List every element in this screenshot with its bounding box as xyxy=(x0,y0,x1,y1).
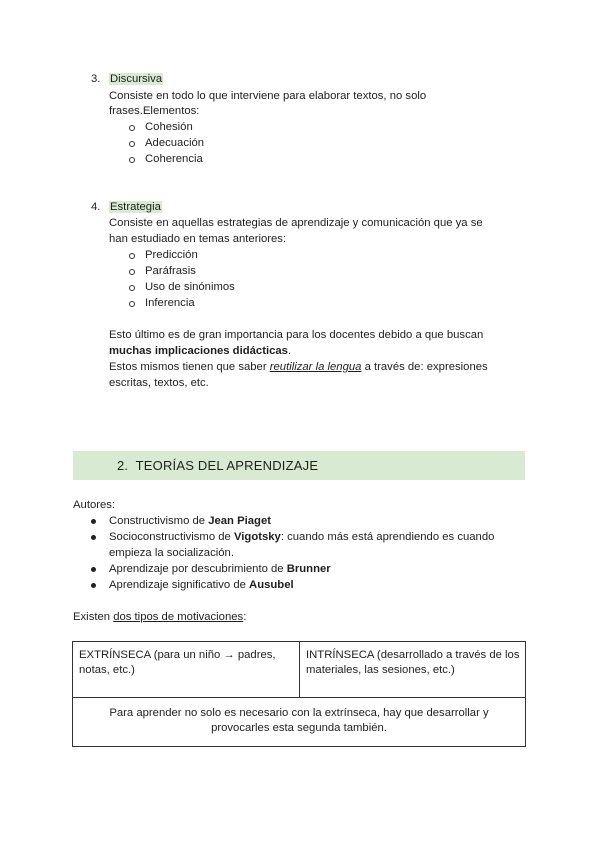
section3-title: Discursiva xyxy=(110,73,163,85)
section4-title: Estrategia xyxy=(110,201,161,213)
section3-desc-line2: frases.Elementos: xyxy=(109,105,200,117)
bullet-dot-icon xyxy=(91,567,96,572)
author-item: Aprendizaje significativo de Ausubel xyxy=(109,579,294,591)
section4-item: Inferencia xyxy=(145,297,195,309)
bullet-circle-icon xyxy=(129,285,135,291)
section4-note2-line1: Estos mismos tienen que saber reutilizar la lengua a través de: expresiones xyxy=(109,361,488,373)
section-heading-title: 2. TEORÍAS DEL APRENDIZAJE xyxy=(117,458,319,473)
bullet-circle-icon xyxy=(129,301,135,307)
bullet-dot-icon xyxy=(91,519,96,524)
conclusion-cell: Para aprender no solo es necesario con la extrínseca, hay que desarrollar y provocarles esta segunda también. xyxy=(73,698,526,747)
author-item: Aprendizaje por descubrimiento de Brunner xyxy=(109,563,331,575)
section3-desc-line1: Consiste en todo lo que interviene para elaborar textos, no solo xyxy=(109,90,427,102)
section3-number: 3. xyxy=(91,73,101,85)
section4-number: 4. xyxy=(91,201,101,213)
intrinseca-cell: INTRÍNSECA (desarrollado a través de los materiales, las sesiones, etc.) xyxy=(300,642,526,698)
section4-desc-line2: han estudiado en temas anteriores: xyxy=(109,233,287,245)
bullet-circle-icon xyxy=(129,125,135,131)
extrinseca-cell: EXTRÍNSECA (para un niño → padres, notas, etc.) xyxy=(73,642,300,698)
bullet-circle-icon xyxy=(129,157,135,163)
bullet-circle-icon xyxy=(129,141,135,147)
section4-note-line1: Esto último es de gran importancia para los docentes debido a que buscan xyxy=(109,329,484,341)
bullet-dot-icon xyxy=(91,535,96,540)
bullet-circle-icon xyxy=(129,269,135,275)
section4-note2-line2: escritas, textos, etc. xyxy=(109,377,209,389)
section4-item: Predicción xyxy=(145,249,198,261)
section3-item: Coherencia xyxy=(145,153,203,165)
section4-desc-line1: Consiste en aquellas estrategias de aprendizaje y comunicación que ya se xyxy=(109,217,483,229)
section4-note-line2: muchas implicaciones didácticas. xyxy=(109,345,292,357)
section4-item: Uso de sinónimos xyxy=(145,281,235,293)
author-item: Socioconstructivismo de Vigotsky: cuando más está aprendiendo es cuando xyxy=(109,531,495,543)
motivations-table xyxy=(72,641,526,747)
section3-item: Adecuación xyxy=(145,137,205,149)
author-item-continuation: empieza la socialización. xyxy=(109,547,234,559)
bullet-dot-icon xyxy=(91,583,96,588)
motivations-intro: Existen dos tipos de motivaciones: xyxy=(73,611,247,623)
section-heading xyxy=(73,451,525,480)
authors-label: Autores: xyxy=(73,499,116,511)
section4-item: Paráfrasis xyxy=(145,265,196,277)
author-item: Constructivismo de Jean Piaget xyxy=(109,515,271,527)
bullet-circle-icon xyxy=(129,253,135,259)
section3-item: Cohesión xyxy=(145,121,193,133)
